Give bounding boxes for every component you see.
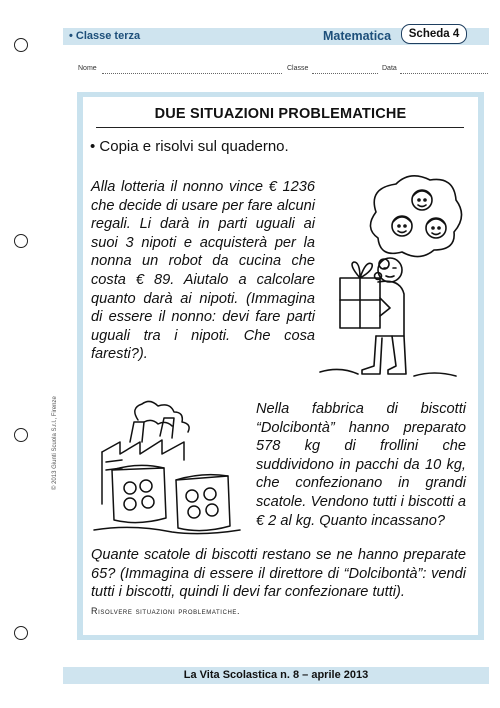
binder-hole — [14, 38, 28, 52]
class-field[interactable] — [312, 73, 378, 74]
subject-label: Matematica — [323, 29, 392, 43]
footer-band: La Vita Scolastica n. 8 – aprile 2013 — [63, 667, 489, 684]
title-divider — [96, 127, 464, 128]
copyright-notice: © 2013 Giunti Scuola S.r.l., Firenze — [52, 396, 58, 490]
instruction: • Copia e risolvi sul quaderno. — [90, 138, 289, 155]
skill-objective: Risolvere situazioni problematiche. — [91, 606, 241, 616]
name-field[interactable] — [102, 73, 282, 74]
problem-2-text: Nella fabbrica di biscotti “Dolcibontà” hanno preparato 578 kg di frollini che suddividono in pacchi da 10 kg, che confezionano in grandi scatole. Vendono tutti i biscotti a € 2 al kg. Quanto incassano? — [256, 401, 466, 529]
binder-hole — [14, 428, 28, 442]
name-label: Nome — [78, 65, 97, 72]
problem-2-continuation: Quante scatole di biscotti restano se ne hanno preparate 65? (Immagina di essere il direttore di “Dolcibontà”: vendi tutti i biscotti, quindi li devi far confezionare tutti). — [91, 547, 466, 601]
worksheet-number: Scheda 4 — [401, 24, 467, 44]
problem-1-text: Alla lotteria il nonno vince € 1236 che decide di usare per fare alcuni regali. Li darà in parti uguali ai suoi 3 nipoti e acquisterà per la nonna un robot da cucina che costa € 89. Aiutalo a calcolare quanto darà ai nipoti. (Immagina di essere il nonno: devi fare parti uguali tra i nipoti. Che cosa faresti?). — [91, 179, 315, 363]
binder-hole — [14, 626, 28, 640]
student-info-fields — [78, 65, 493, 77]
date-field[interactable] — [400, 73, 488, 74]
date-label: Data — [382, 65, 397, 72]
grade-label: • Classe terza — [69, 30, 141, 42]
page-title: DUE SITUAZIONI PROBLEMATICHE — [154, 106, 407, 122]
cookie-factory-icon — [92, 398, 242, 538]
binder-hole — [14, 234, 28, 248]
grandfather-with-gift-icon — [318, 170, 468, 385]
class-label: Classe — [287, 65, 309, 72]
